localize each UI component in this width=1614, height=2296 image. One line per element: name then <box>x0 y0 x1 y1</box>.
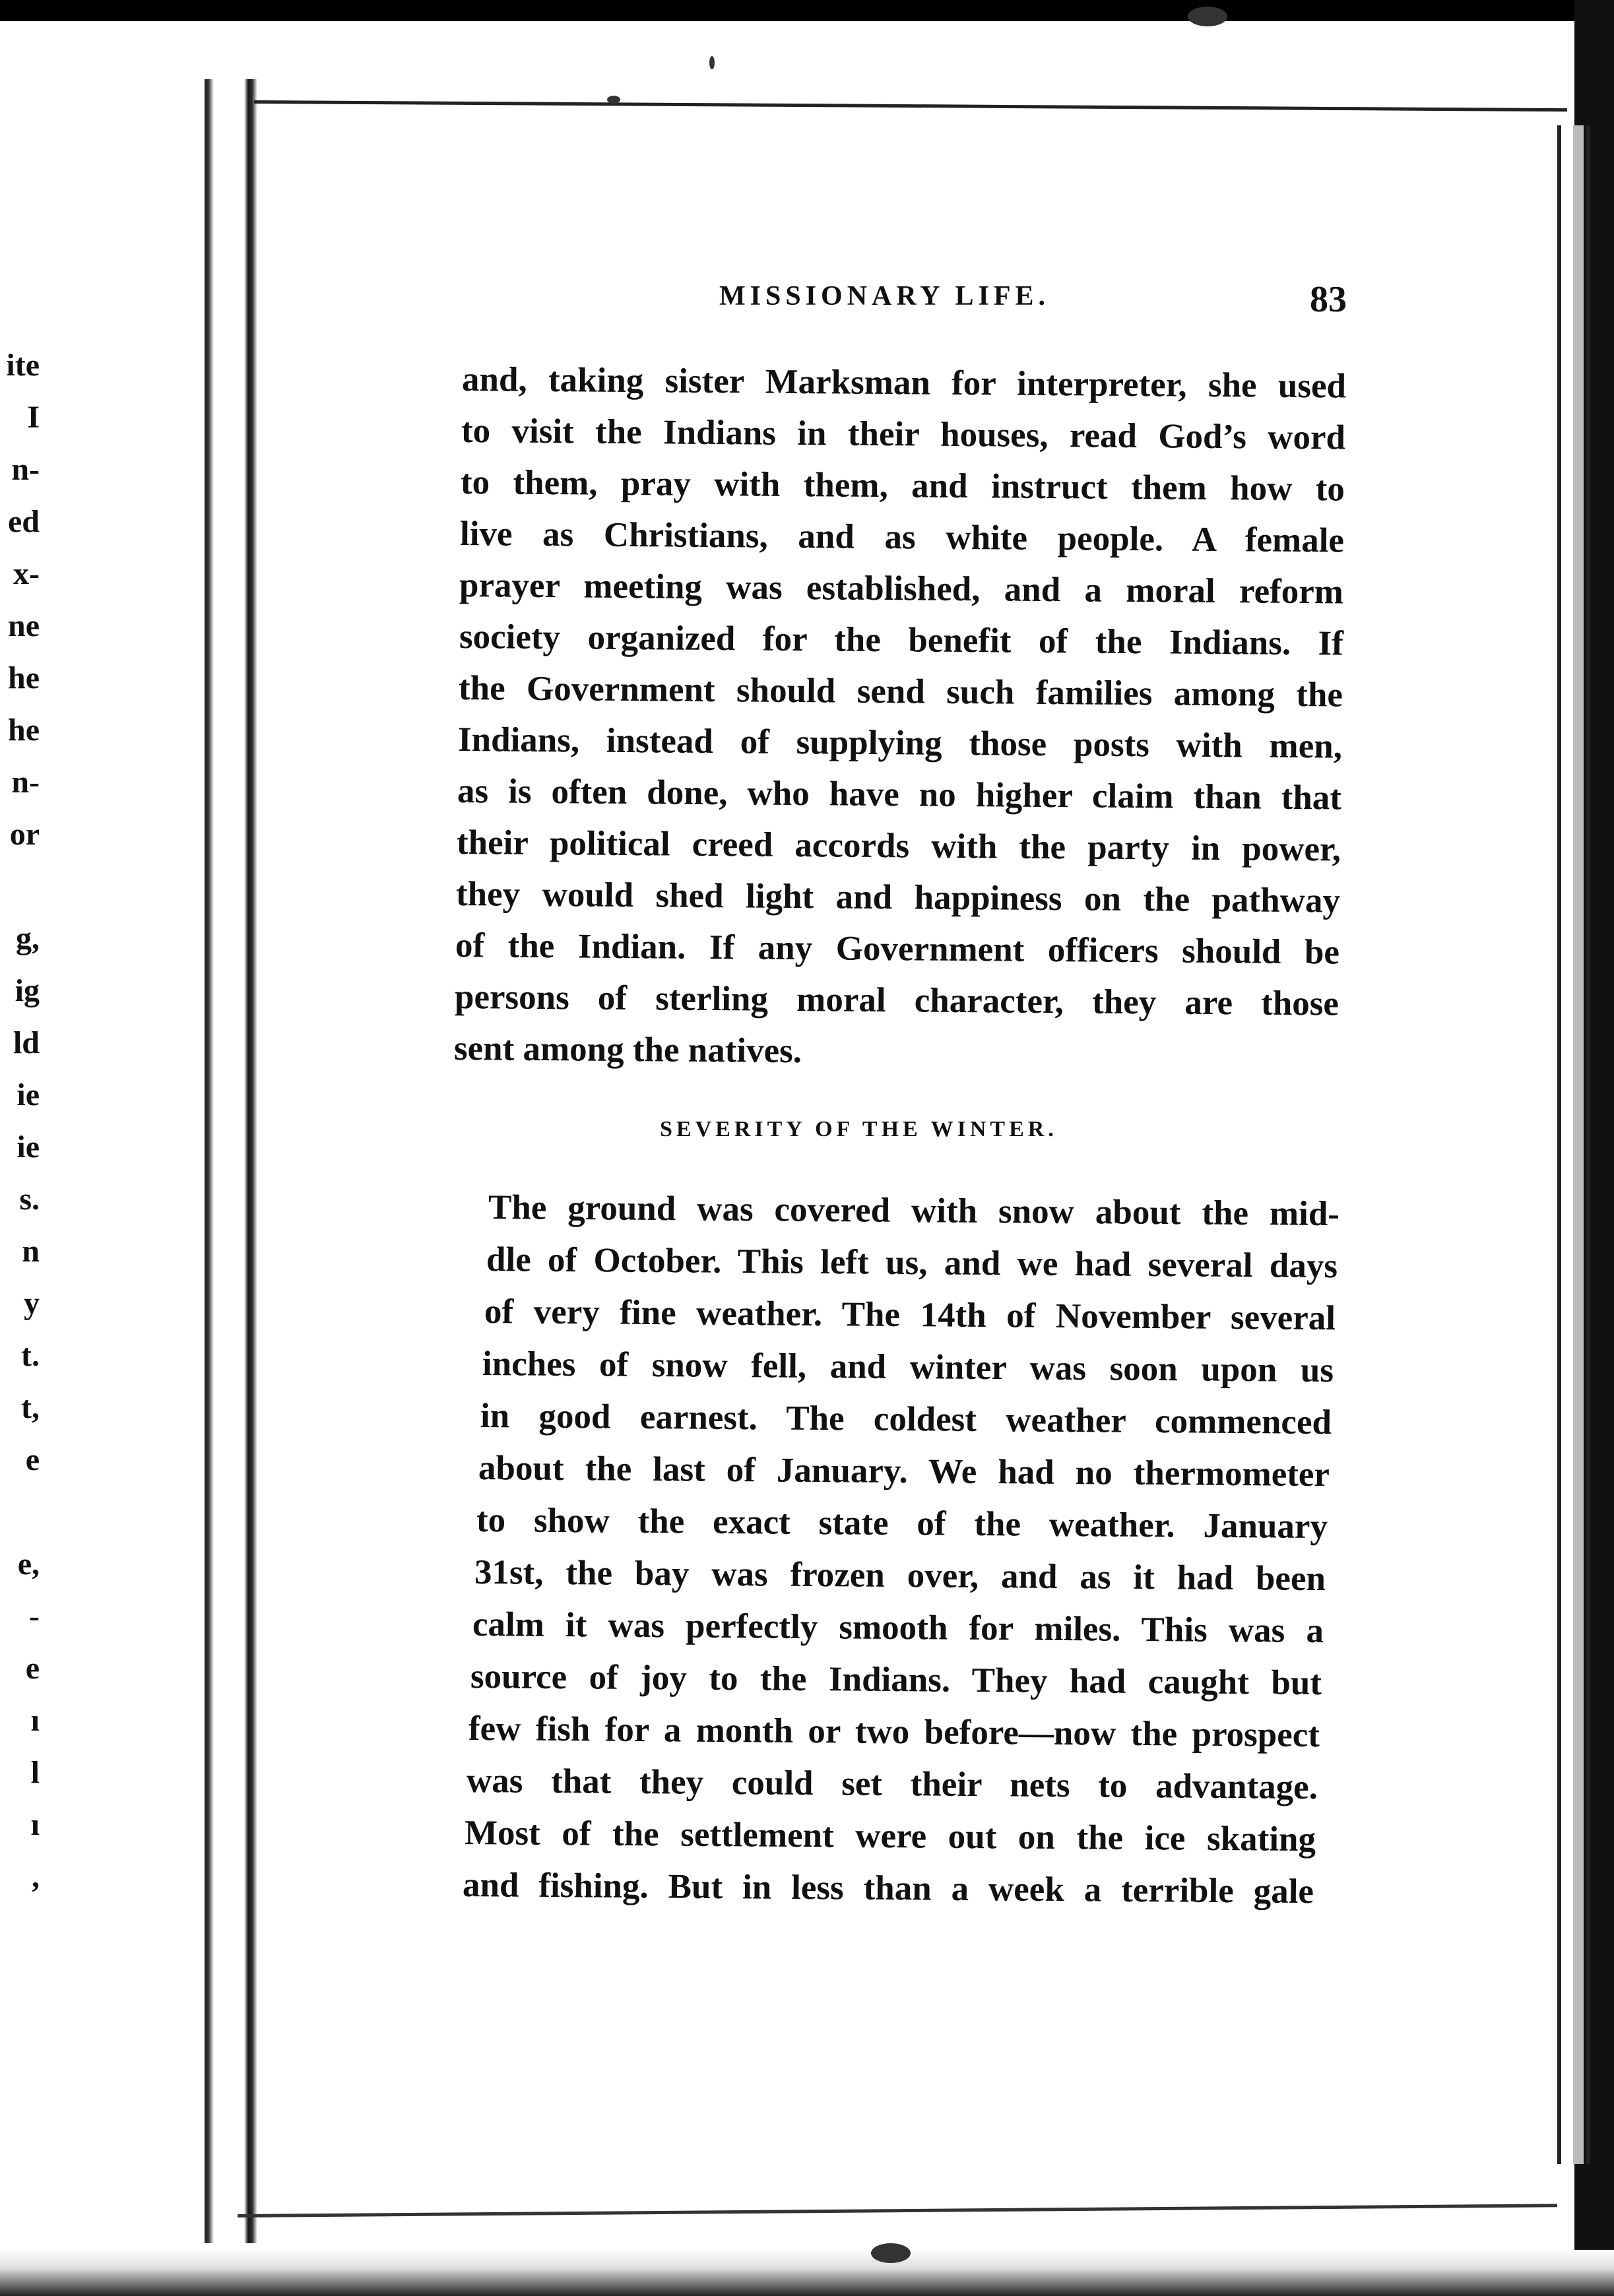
text-line: to them, pray with them, and instruct them how to <box>460 463 1345 509</box>
text-line: they would shed light and happiness on the pathway <box>455 875 1341 920</box>
text-line: to show the exact state of the weather. January <box>476 1501 1328 1547</box>
left-page-fragment: n- <box>11 765 40 800</box>
scan-bottom-border <box>0 2250 1614 2296</box>
left-page-fragment: t. <box>21 1338 40 1373</box>
text-line: society organized for the benefit of the Indians. If <box>459 618 1343 663</box>
left-page-fragment: e <box>25 1442 40 1477</box>
left-page-fragment: ed <box>8 504 40 539</box>
text-line: of very fine weather. The 14th of November several <box>484 1292 1336 1338</box>
text-line: and fishing. But in less than a week a terrible gale <box>462 1866 1314 1911</box>
left-page-fragment: ı <box>30 1807 40 1842</box>
text-line: the Government should send such families among the <box>458 669 1343 715</box>
left-page-fragment: x- <box>13 556 40 591</box>
running-head: MISSIONARY LIFE. <box>719 281 1050 311</box>
left-page-fragment: s. <box>19 1182 40 1217</box>
scan-speck <box>709 56 715 69</box>
left-page-fragment: he <box>8 660 40 695</box>
page-edge-line <box>1586 125 1590 2164</box>
left-page-fragment: n- <box>11 452 40 487</box>
left-page-fragment: I <box>27 400 40 435</box>
left-page-fragment: e <box>25 1651 40 1686</box>
left-page-fragment: ite <box>6 348 40 383</box>
text-line: Most of the settlement were out on the ice skating <box>464 1814 1316 1859</box>
text-line: persons of sterling moral character, they are those <box>454 978 1340 1023</box>
text-line: sent among the natives. <box>454 1029 802 1071</box>
text-line: Indians, instead of supplying those posts with men, <box>457 720 1342 766</box>
left-page-fragment: ne <box>8 608 40 643</box>
text-line: was that they could set their nets to advantage. <box>466 1762 1318 1807</box>
scan-speck <box>1188 7 1227 26</box>
left-page-fragment: y <box>24 1286 40 1321</box>
scan-speck <box>607 96 620 104</box>
scan-top-border <box>0 0 1614 21</box>
left-page-fragment: - <box>29 1599 40 1634</box>
text-line: few fish for a month or two before—now the prospect <box>468 1709 1320 1755</box>
left-page-fragment: ig <box>15 973 40 1008</box>
text-line: about the last of January. We had no thermometer <box>478 1449 1330 1494</box>
text-line: and, taking sister Marksman for interpreter, she used <box>461 360 1347 406</box>
left-page-fragment: n <box>22 1234 40 1269</box>
left-page-fragment: g, <box>16 921 40 956</box>
scan-speck <box>871 2243 911 2263</box>
text-line: live as Christians, and as white people. A female <box>460 515 1345 560</box>
section-heading: SEVERITY OF THE WINTER. <box>660 1117 1058 1141</box>
left-page-fragment: he <box>8 713 40 748</box>
text-line: of the Indian. If any Government officers should be <box>455 926 1340 972</box>
left-page-fragment: l <box>30 1755 40 1790</box>
text-line: dle of October. This left us, and we had several days <box>486 1240 1338 1286</box>
book-gutter <box>205 79 264 2243</box>
left-page-fragment: , <box>32 1859 40 1894</box>
left-page-fragment: ld <box>13 1025 40 1060</box>
text-line: source of joy to the Indians. They had caught but <box>470 1657 1322 1703</box>
left-page-fragment: ie <box>16 1077 40 1112</box>
text-line: calm it was perfectly smooth for miles. This was a <box>472 1605 1324 1651</box>
left-page-fragment: e, <box>17 1547 40 1581</box>
text-line: prayer meeting was established, and a moral reform <box>459 566 1344 612</box>
text-line: their political creed accords with the party in power, <box>456 823 1341 869</box>
text-line: in good earnest. The coldest weather commenced <box>480 1397 1332 1442</box>
text-line: as is often done, who have no higher claim than that <box>457 772 1341 817</box>
left-page-fragment: ı <box>30 1703 40 1738</box>
left-page-fragment: t, <box>21 1390 40 1425</box>
page-edge-line <box>1557 125 1561 2164</box>
text-line: inches of snow fell, and winter was soon upon us <box>482 1345 1334 1390</box>
text-line: to visit the Indians in their houses, read God’s word <box>461 412 1346 457</box>
text-line: 31st, the bay was frozen over, and as it had been <box>474 1553 1326 1599</box>
left-page-fragment: ie <box>16 1130 40 1164</box>
page-number: 83 <box>1310 279 1347 320</box>
left-page-fragment: or <box>9 817 40 852</box>
text-line: The ground was covered with snow about the mid- <box>488 1188 1340 1234</box>
page-edge-shadow <box>1573 125 1584 2164</box>
